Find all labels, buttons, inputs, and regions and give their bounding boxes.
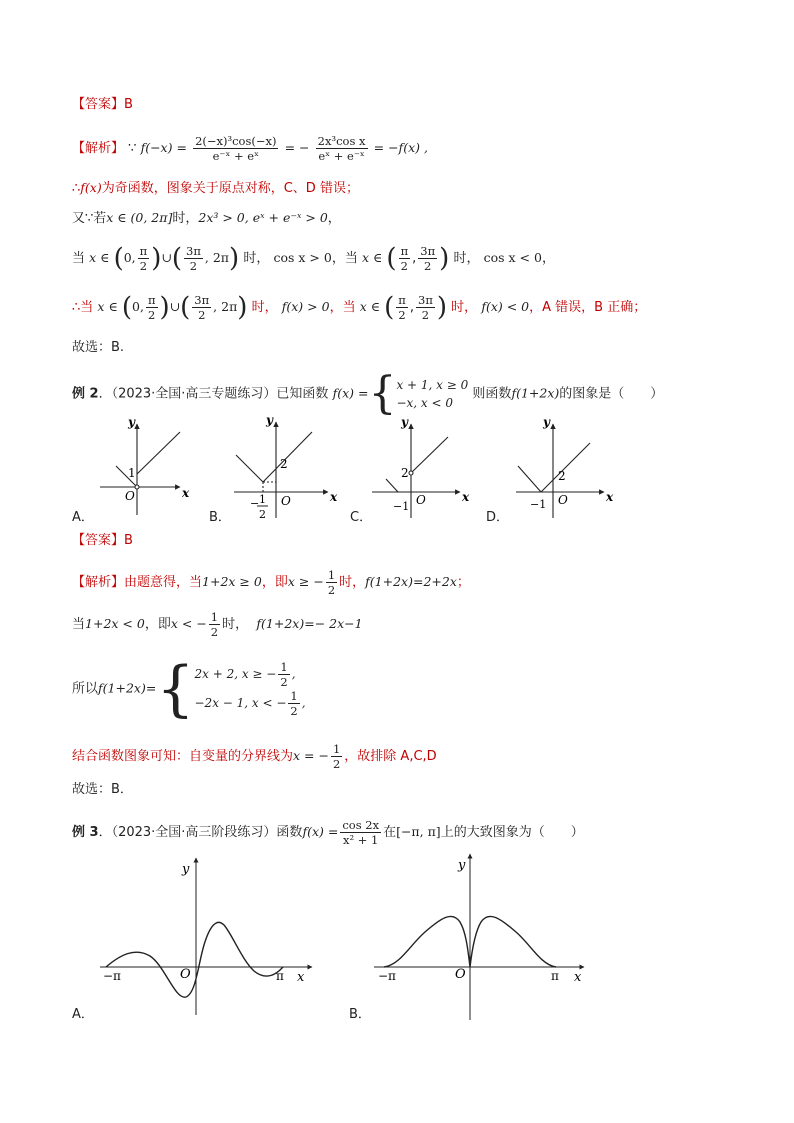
because-symbol: ∵ (128, 141, 137, 156)
cos-when-2: ，当 (331, 251, 358, 266)
graph-b-mark-x-num: 1 (259, 493, 266, 506)
ex3-graph-a (100, 858, 312, 1015)
c2-pi-den: 2 (398, 308, 406, 322)
ex3-question-end: 上的大致图象为（ ） (440, 825, 584, 840)
ex2-a4-den: 2 (332, 757, 341, 771)
ex2-a4-text: 结合函数图象可知：自变量的分界线为 (72, 749, 294, 764)
analysis-tag: 【解析】 (72, 141, 125, 156)
close-paren: ) (151, 243, 162, 274)
pi-over-2-b (399, 244, 411, 273)
ex2-fx: f(x) = (332, 385, 369, 401)
formula-end: = −f(x) , (373, 140, 428, 155)
open-paren: ( (113, 243, 124, 274)
conclusion-when-2: ，当 (329, 300, 356, 315)
ex3-graph-b (374, 854, 584, 1020)
answer-line-2 (72, 531, 133, 551)
ex2-a2-pre: 当 (72, 617, 86, 632)
answer-value-2: B (124, 533, 133, 548)
graph-c-mark-x: −1 (393, 500, 410, 513)
ex2-case-2: −x, x < 0 (396, 396, 454, 410)
answer-value: B (124, 97, 133, 112)
open-paren: ( (386, 243, 397, 274)
ex2-a3-case-2 (195, 689, 306, 718)
odd-function-text: 为奇函数，图象关于原点对称，C、D 错误； (101, 181, 359, 196)
ex3-graph-b-origin: O (455, 967, 466, 982)
graph-a-y-label: y (128, 415, 135, 429)
ex2-a1-m3: f(1+2x)=2+2x (365, 574, 457, 589)
ex2-a3-c2-comma: , (301, 696, 306, 710)
ex2-a2-m3: f(1+2x)=− 2x−1 (256, 616, 363, 631)
c-3pi-den: 2 (198, 308, 206, 322)
ex3-graph-a-neg-pi: −π (103, 969, 121, 983)
fraction-1 (193, 134, 278, 163)
three-pi-num: 3π (186, 244, 201, 258)
ex2-a3-c1: 2x + 2, x ≥ − (194, 667, 277, 681)
ex2-a3-c2-num: 1 (290, 689, 298, 703)
ex2-a1-m1: 1+2x ≥ 0 (202, 574, 262, 589)
pi-over-2 (138, 244, 150, 273)
answer-tag: 【答案】 (72, 97, 125, 112)
graph-a-mark: 1 (128, 466, 136, 480)
conclusion-time-1: 时， (251, 300, 278, 315)
ex2-a1-end: ； (456, 575, 470, 590)
three-pi-den: 2 (189, 259, 198, 273)
cos-time-2: 时， (453, 251, 480, 266)
conclusion-time-2: 时， (451, 300, 478, 315)
three-pi-den-b: 2 (424, 259, 432, 273)
c-2pi: , 2π (213, 299, 238, 314)
conclusion-line: ∴当 x ∈ (0, $\frac{\pi}{2}$ )∪( $\frac{3\pi}{2}$ , 2π) 时， f(x) > 0，当 x ∈ ( $\frac{\pi}{2}$ , $\frac{3\pi}{2}$ ) 时， f(x) < 0，A 错误，B 正确； (72, 292, 647, 323)
graph-b-origin: O (281, 494, 291, 508)
pi-num: π (139, 244, 148, 258)
graph-c-origin: O (416, 493, 426, 507)
cos-sign-line: 当 x ∈ (0, $\frac{\pi}{2}$ )∪( $\frac{3\pi}{2}$ , 2π) 时， cos x > 0，当 x ∈ ( $\frac{\pi}{2}$ , $\frac{3\pi}{2}$ ) 时， cos x < 0， (72, 243, 555, 274)
ex2-a3-brace: { (156, 654, 195, 724)
graph-c-y-label: y (401, 415, 408, 429)
ex2-a2-m2: x < − (170, 616, 207, 631)
ex3-graph-a-x-label: x (297, 970, 305, 985)
ex2-option-graphs (0, 410, 794, 525)
interval-end: ， (327, 211, 341, 226)
pi-den-b: 2 (400, 259, 408, 273)
cos-negative: cos x < 0 (483, 250, 542, 265)
ex2-a3-c1-num: 1 (280, 660, 288, 674)
ex3-range: [−π, π] (396, 824, 441, 839)
graph-c-left-branch (386, 479, 398, 492)
ex3-option-a-label: A． (72, 1007, 94, 1022)
option-a-label: A． (72, 510, 94, 525)
graph-b-left-branch (236, 455, 263, 482)
ex2-a2-half-den: 2 (210, 625, 219, 639)
option-c-label: C． (350, 510, 373, 525)
odd-function-line (72, 178, 359, 199)
cos-time-1: 时， (243, 251, 270, 266)
fx-symbol: f(x) (80, 180, 102, 195)
conclusion-pre: ∴当 (72, 300, 94, 315)
fraction-2-denominator: eˣ + e⁻ˣ (318, 149, 365, 163)
ex2-a2-mid: ，即 (144, 617, 171, 632)
conclusion-tail: ，A 错误，B 正确； (529, 300, 647, 315)
ex2-a2-time: 时， (222, 617, 249, 632)
three-pi-over-2 (184, 244, 203, 273)
ex2-a2-half-num: 1 (210, 610, 219, 624)
graph-d-mark-x: −1 (530, 498, 547, 511)
graph-c-mark-y: 2 (401, 466, 409, 480)
positivity-math: 2x³ > 0, eˣ + e⁻ˣ > 0 (198, 210, 328, 225)
analysis-tag-2: 【解析】 (72, 575, 125, 590)
graph-d-left-branch (518, 466, 541, 492)
close-paren: ) (439, 243, 450, 274)
ex2-a3-c1-comma: , (291, 667, 296, 681)
ex2-question: 则函数 (472, 386, 512, 402)
graph-d-origin: O (558, 493, 568, 507)
ex2-analysis-line-2 (72, 610, 363, 639)
ex3-graph-a-curve (106, 922, 283, 997)
graph-d-right-branch (541, 443, 590, 492)
example-3-label: 例 3 (72, 825, 99, 840)
c2-pi-num: π (398, 293, 406, 307)
graph-a-origin: O (125, 489, 135, 503)
cos-x-in-1: x ∈ (89, 250, 110, 265)
choose-line-2: 故选：B． (72, 782, 133, 797)
c2-3pi-num: 3π (418, 293, 433, 307)
c-pi-num: π (147, 293, 156, 307)
fx-positive: f(x) > 0 (281, 299, 330, 314)
ex2-cases (396, 376, 468, 412)
ex2-case-1: x + 1, x ≥ 0 (396, 378, 469, 392)
ex2-a1-m2: x ≥ − (287, 574, 324, 589)
ex2-a3-cases (195, 660, 306, 718)
option-d-label: D． (486, 510, 510, 525)
ex2-analysis-line-3 (72, 654, 306, 724)
choose-line-1: 故选：B. (72, 340, 125, 355)
ex2-f12x: f(1+2x) (511, 385, 560, 401)
answer-tag-2: 【答案】 (72, 533, 125, 548)
ex3-option-graphs (0, 850, 794, 1030)
ex2-a3-c2: −2x − 1, x < − (194, 696, 287, 710)
answer-line-1 (72, 95, 133, 115)
fraction-1-numerator: 2(−x)³cos(−x) (195, 134, 277, 148)
example-2-label: 例 2 (72, 386, 99, 402)
interval-mid: 时， (172, 211, 199, 226)
ex3-num: cos 2x (342, 818, 380, 832)
ex2-a4-m: x = − (293, 748, 329, 763)
conclusion-zero: 0, (132, 299, 144, 314)
pi-den: 2 (139, 259, 148, 273)
conclusion-x-in-1: x ∈ (97, 299, 118, 314)
example-2-source: ．（2023·全国·高三专题练习）已知函数 (98, 386, 329, 402)
ex2-half-num: 1 (327, 568, 336, 582)
ex2-a3-c2-den: 2 (290, 704, 298, 718)
ex3-graph-a-y-label: y (182, 862, 190, 877)
graph-a-right-branch (137, 432, 180, 474)
option-b-label: B． (209, 510, 231, 525)
graph-b-mark-y: 2 (280, 457, 288, 471)
two-pi: , 2π (204, 250, 230, 265)
graph-c-x-label: x (462, 490, 470, 504)
cos-when-1: 当 (72, 251, 86, 266)
ex3-den: x² + 1 (343, 833, 379, 847)
ex2-question-end: 的图象是（ ） (559, 386, 664, 402)
ex3-graph-b-x-label: x (574, 970, 582, 985)
c-union: ∪ (169, 299, 181, 314)
formula-lhs: f(−x) = (140, 140, 187, 155)
ex2-a2-m1: 1+2x < 0 (85, 616, 145, 631)
ex2-analysis-line-4 (72, 742, 437, 771)
ex3-graph-a-origin: O (180, 967, 191, 982)
c2-3pi-den: 2 (421, 308, 430, 322)
ex2-analysis-line-1 (72, 568, 470, 597)
fraction-2 (316, 134, 368, 163)
open-paren: ( (171, 243, 183, 274)
analysis-line-1 (72, 134, 428, 163)
ex3-range-pre: 在 (383, 825, 397, 840)
ex2-a3-pre: 所以 (72, 681, 99, 697)
graph-d-x-label: x (606, 490, 614, 504)
fraction-2-numerator: 2x³cos x (317, 134, 366, 148)
cos-x-in-2: x ∈ (361, 250, 383, 265)
ex2-a3-c1-den: 2 (280, 675, 288, 689)
fx-negative: f(x) < 0 (481, 299, 530, 314)
ex2-a3-case-1 (195, 660, 306, 689)
three-pi-over-2-b (418, 244, 437, 273)
ex3-graph-b-neg-pi: −π (378, 969, 396, 983)
pi-num-b: π (400, 244, 409, 258)
ex3-graph-a-pi: π (276, 969, 284, 983)
ex2-brace: { (368, 368, 397, 419)
interval-pre: 又∵若 (72, 211, 107, 226)
ex2-a4-num: 1 (332, 742, 341, 756)
ex2-a4-end: ，故排除 A,C,D (344, 749, 437, 764)
ex2-a1-time: 时， (339, 575, 366, 590)
ex3-graph-b-y-label: y (458, 858, 466, 873)
graph-b-mark-x-den: 2 (259, 508, 266, 521)
ex3-option-b-label: B． (349, 1007, 371, 1022)
conclusion-x-in-2: x ∈ (359, 299, 380, 314)
cos-end: ， (541, 251, 555, 266)
ex2-a1-mid: ，即 (261, 575, 288, 590)
example-3-source: ．（2023·全国·高三阶段练习）函数 (98, 825, 303, 840)
ex2-a3-f: f(1+2x)= (98, 680, 157, 696)
formula-mid: = − (284, 140, 310, 155)
example-3-question (72, 818, 584, 847)
ex3-fx: f(x) = (302, 824, 339, 839)
interval-math: x ∈ (0, 2π] (106, 210, 173, 225)
c-pi-den: 2 (148, 308, 156, 322)
fraction-1-denominator: e⁻ˣ + eˣ (212, 149, 259, 163)
close-paren: ) (229, 243, 240, 274)
interval-line (72, 208, 341, 229)
graph-b-minus: − (250, 497, 260, 510)
graph-a (100, 424, 180, 515)
ex2-a1-text: 由题意得，当 (124, 575, 203, 590)
graph-b-x-label: x (330, 490, 338, 504)
graph-a-x-label: x (182, 486, 190, 500)
graph-b-y-label: y (266, 413, 273, 427)
graph-d-y-label: y (543, 415, 550, 429)
union-symbol: ∪ (161, 250, 172, 265)
c-3pi-num: 3π (194, 293, 210, 307)
therefore-symbol: ∴ (72, 181, 81, 196)
graph-c-right-branch (411, 437, 448, 473)
interval-zero: 0, (123, 250, 136, 265)
three-pi-num-b: 3π (420, 244, 436, 258)
cos-positive: cos x > 0 (273, 250, 332, 265)
graph-d-mark-y: 2 (558, 469, 566, 483)
ex3-graph-b-pi: π (551, 969, 559, 983)
ex2-half-den: 2 (327, 583, 336, 597)
